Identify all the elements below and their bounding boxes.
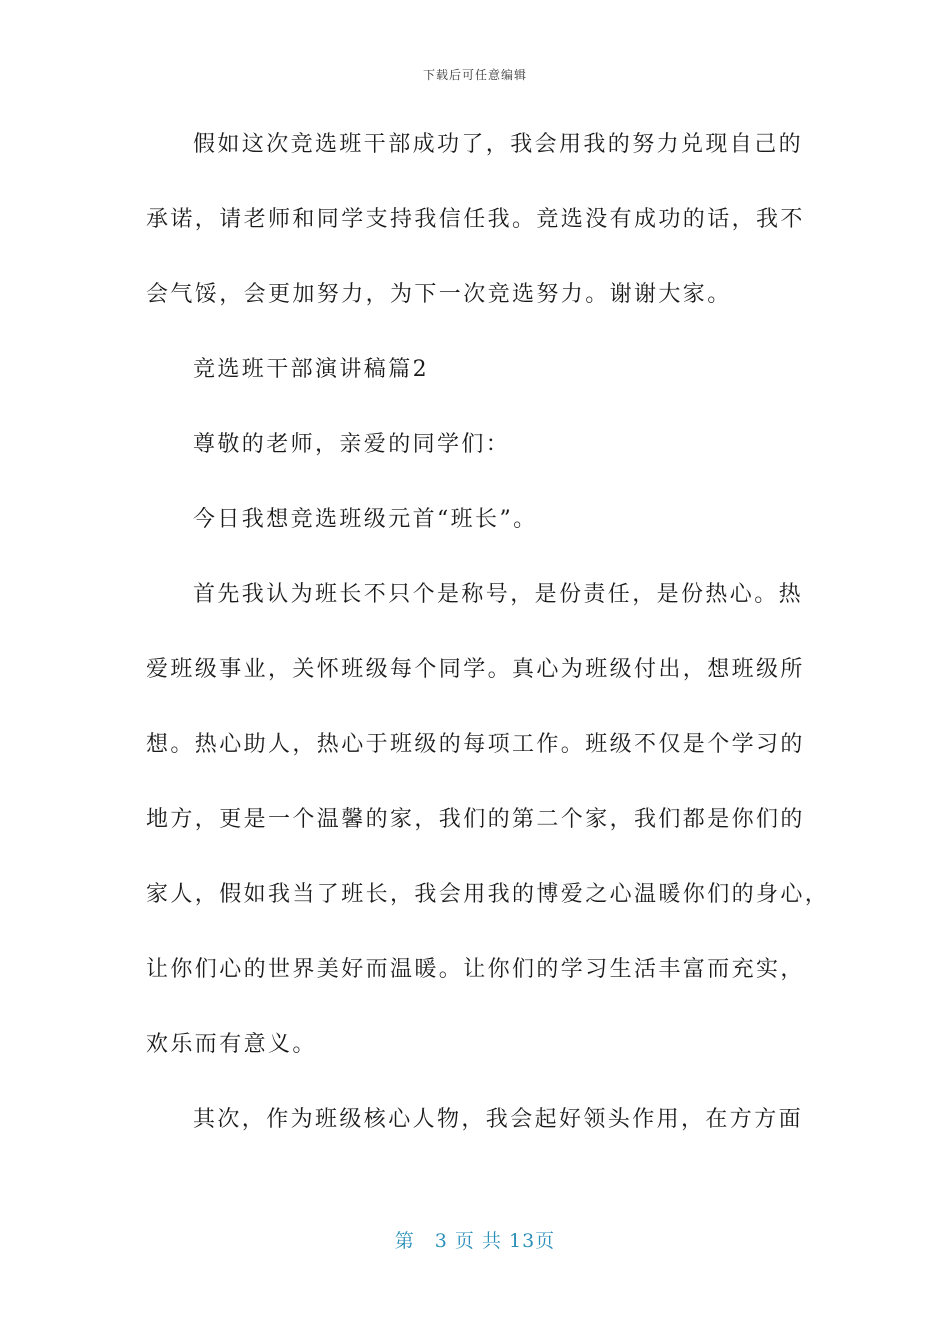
paragraph-line: 爱班级事业，关怀班级每个同学。真心为班级付出，想班级所 <box>146 657 805 682</box>
paragraph-line: 首先我认为班长不只个是称号，是份责任，是份热心。热 <box>193 582 804 607</box>
page-number-footer: 第 3 页 共 13页 <box>394 1230 556 1252</box>
paragraph-line: 想。热心助人，热心于班级的每项工作。班级不仅是个学习的 <box>146 732 805 757</box>
paragraph-line: 其次，作为班级核心人物，我会起好领头作用，在方方面 <box>193 1107 804 1132</box>
paragraph-line: 会气馁，会更加努力，为下一次竞选努力。谢谢大家。 <box>146 282 732 307</box>
header-note: 下载后可任意编辑 <box>422 68 527 82</box>
paragraph-line: 今日我想竞选班级元首“班长”。 <box>193 507 538 532</box>
section-heading: 竞选班干部演讲稿篇2 <box>193 357 429 382</box>
salutation: 尊敬的老师，亲爱的同学们： <box>193 432 511 457</box>
paragraph-line: 家人，假如我当了班长，我会用我的博爱之心温暖你们的身心， <box>146 882 830 907</box>
paragraph-line: 让你们心的世界美好而温暖。让你们的学习生活丰富而充实， <box>146 957 805 982</box>
paragraph-line: 地方，更是一个温馨的家，我们的第二个家，我们都是你们的 <box>146 807 805 832</box>
paragraph-line: 假如这次竞选班干部成功了，我会用我的努力兑现自己的 <box>193 132 804 157</box>
paragraph-line: 欢乐而有意义。 <box>146 1032 317 1057</box>
paragraph-line: 承诺，请老师和同学支持我信任我。竞选没有成功的话，我不 <box>146 207 805 232</box>
